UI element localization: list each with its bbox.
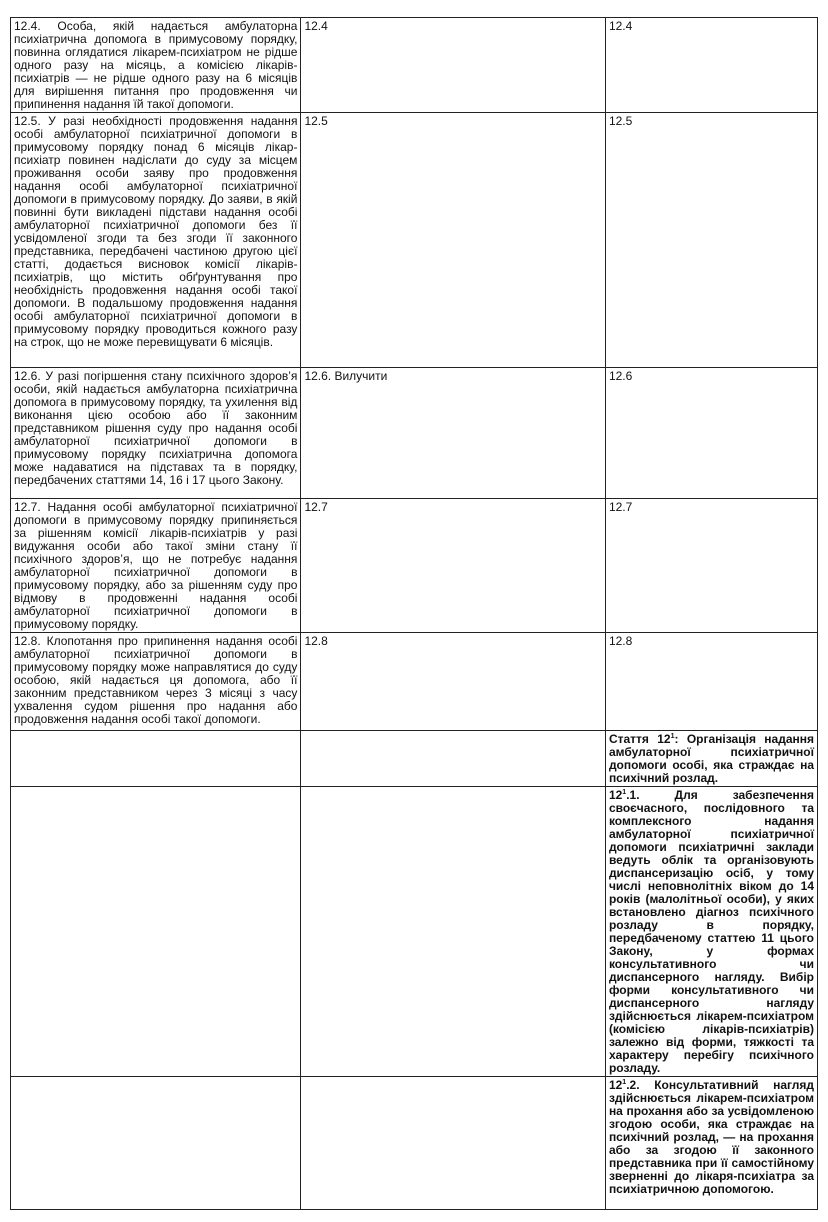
clause-prefix: 12 bbox=[608, 1078, 623, 1092]
table-row bbox=[11, 18, 818, 113]
clause-text: .1. Для забезпечення своєчасного, послідовного та комплексного надання амбулаторної психіатричної допомоги психіатричні заклади ведуть облік та організовують диспансеризацію осіб, у тому числі неповнолітніх віком до 14 років (малолітньої особи), у яких встановлено діагноз психічного розладу в порядку, передбаченому статтею 11 цього Закону, у формах консультативного чи диспансерного нагляду. Вибір форми консультативного чи диспансерного нагляду здійснюється лікарем-психіатром (комісією лікарів-психіатрів) залежно від форми, тяжкості та характеру перебігу психічного розладу. bbox=[608, 788, 814, 1075]
clause-prefix: 12 bbox=[608, 788, 623, 802]
article-superscript: 1 bbox=[670, 733, 675, 740]
new-clause-cell bbox=[605, 787, 817, 1077]
table-row bbox=[11, 1077, 818, 1210]
final-text-cell: 12.8 bbox=[605, 633, 817, 731]
table-row bbox=[11, 633, 818, 731]
original-text-cell: 12.4. Особа, якій надається амбулаторна психіатрична допомога в примусовому порядку, повинна оглядатися лікарем-психіатром не рідше одного разу на місяць, а комісією лікарів-психіатрів — не рідше одного разу на 6 місяців для вирішення питання про продовження чи припинення надання їй такої допомоги. bbox=[11, 18, 301, 113]
final-text-cell: 12.6 bbox=[605, 368, 817, 499]
comparison-table bbox=[10, 17, 818, 1210]
proposed-text-cell: 12.4 bbox=[301, 18, 606, 113]
table-row bbox=[11, 113, 818, 368]
table-row bbox=[11, 499, 818, 633]
original-text-cell: 12.5. У разі необхідності продовження надання особі амбулаторної психіатричної допомоги в примусовому порядку понад 6 місяців лікар-психіатр повинен надіслати до суду за місцем проживання особи заяву про продовження надання особі амбулаторної психіатричної допомоги в примусовому порядку. До заяви, в якій повинні бути викладені підстави надання особі амбулаторної психіатричної допомоги без її усвідомленої згоди та без згоди її законного представника, передбачені частиною другою цієї статті, додається висновок комісії лікарів-психіатрів, що містить обґрунтування про необхідність продовження надання особі такої допомоги. В подальшому продовження надання особі амбулаторної психіатричної допомоги в примусовому порядку проводиться кожного разу на строк, що не може перевищувати 6 місяців. bbox=[11, 113, 301, 368]
empty-cell bbox=[301, 731, 606, 787]
table-row bbox=[11, 731, 818, 787]
empty-cell bbox=[11, 787, 301, 1077]
article-heading-cell bbox=[605, 731, 817, 787]
table-row bbox=[11, 787, 818, 1077]
proposed-text-cell: 12.5 bbox=[301, 113, 606, 368]
final-text-cell: 12.4 bbox=[605, 18, 817, 113]
proposed-text-cell: 12.8 bbox=[301, 633, 606, 731]
empty-cell bbox=[301, 787, 606, 1077]
clause-superscript: 1 bbox=[622, 1079, 627, 1086]
table-row bbox=[11, 368, 818, 499]
clause-text: .2. Консультативний нагляд здійснюється лікарем-психіатром на прохання або за усвідомленою згодою особи, яка страждає на психічний розлад, — на прохання або за згодою її законного представника при її самостійному зверненні до лікаря-психіатра за психіатричною допомогою. bbox=[608, 1078, 814, 1196]
clause-superscript: 1 bbox=[622, 789, 627, 796]
new-clause-cell bbox=[605, 1077, 817, 1210]
proposed-text-cell: 12.7 bbox=[301, 499, 606, 633]
article-heading-text: : Організація надання амбулаторної психіатричної допомоги особі, яка страждає на психічний розлад. bbox=[608, 732, 814, 785]
original-text-cell: 12.8. Клопотання про припинення надання особі амбулаторної психіатричної допомоги в примусовому порядку може направлятися до суду особою, якій надається ця допомога, або її законним представником через 3 місяці з часу ухвалення судом рішення про надання або продовження надання особі такої допомоги. bbox=[11, 633, 301, 731]
empty-cell bbox=[11, 731, 301, 787]
final-text-cell: 12.7 bbox=[605, 499, 817, 633]
original-text-cell: 12.6. У разі погіршення стану психічного здоров’я особи, якій надається амбулаторна психіатрична допомога в примусовому порядку, та ухилення від виконання цією особою або її законним представником рішення суду про надання особі амбулаторної психіатричної допомоги в примусовому порядку психіатрична допомога може надаватися на підставах та в порядку, передбачених статтями 14, 16 і 17 цього Закону. bbox=[11, 368, 301, 499]
proposed-text-cell: 12.6. Вилучити bbox=[301, 368, 606, 499]
article-prefix: Стаття 12 bbox=[608, 732, 671, 746]
empty-cell bbox=[301, 1077, 606, 1210]
original-text-cell: 12.7. Надання особі амбулаторної психіатричної допомоги в примусовому порядку припиняється за рішенням комісії лікарів-психіатрів у разі видужання особи або такої зміни стану її психічного здоров’я, що не потребує надання амбулаторної психіатричної допомоги в примусовому порядку, або за рішенням суду про відмову в продовженні надання особі амбулаторної психіатричної допомоги в примусовому порядку. bbox=[11, 499, 301, 633]
final-text-cell: 12.5 bbox=[605, 113, 817, 368]
empty-cell bbox=[11, 1077, 301, 1210]
